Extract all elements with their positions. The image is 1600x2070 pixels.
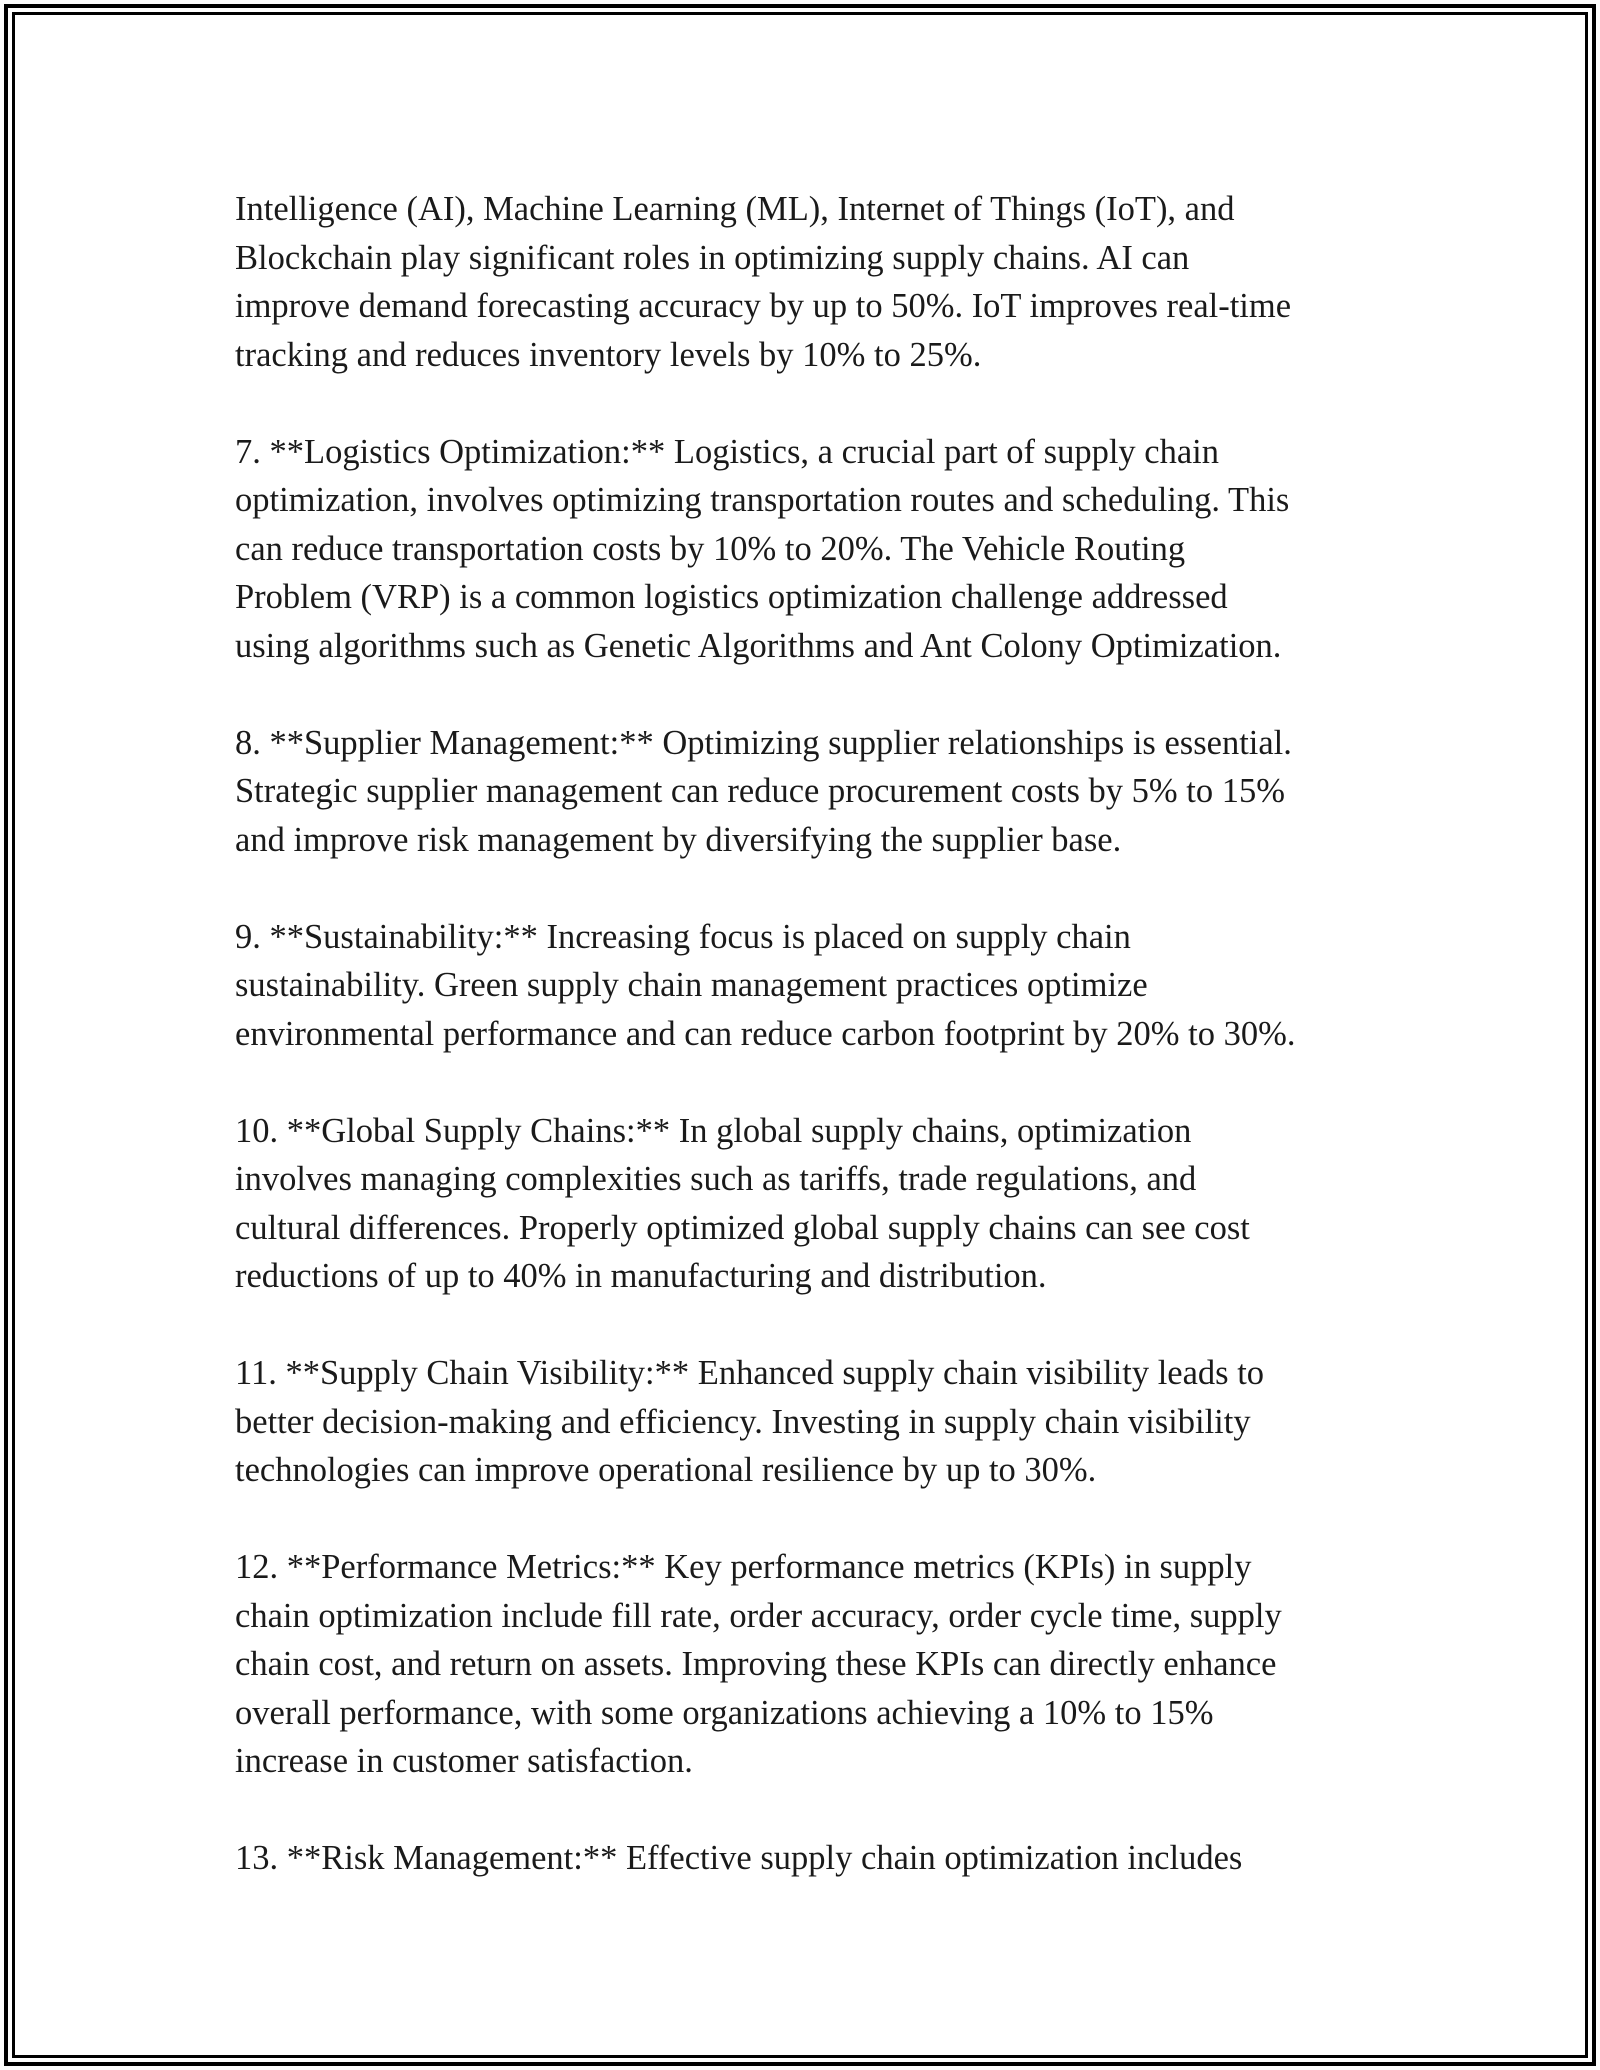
paragraph-supplier-management: 8. **Supplier Management:** Optimizing supplier relationships is essential. Strategic supplier management can reduce procurement costs by 5% to 15% and improve risk management by diversifying the supplier base. xyxy=(235,723,1292,859)
document-body xyxy=(235,185,1385,1883)
paragraph-sustainability: 9. **Sustainability:** Increasing focus is placed on supply chain sustainability. Green supply chain management practices optimize environmental performance and can reduce carbon footprint by 20% to 30%. xyxy=(235,917,1296,1053)
paragraph-performance-metrics: 12. **Performance Metrics:** Key performance metrics (KPIs) in supply chain optimization include fill rate, order accuracy, order cycle time, supply chain cost, and return on assets. Improving these KPIs can directly enhance overall performance, with some organizations achieving a 10% to 15% increase in customer satisfaction. xyxy=(235,1548,1282,1780)
paragraph-risk-management: 13. **Risk Management:** Effective supply chain optimization includes xyxy=(235,1839,1243,1877)
paragraph-supply-chain-visibility: 11. **Supply Chain Visibility:** Enhanced supply chain visibility leads to better decision-making and efficiency. Investing in supply chain visibility technologies can improve operational resilience by up to 30%. xyxy=(235,1354,1265,1489)
paragraph-global-supply-chains: 10. **Global Supply Chains:** In global supply chains, optimization involves managing complexities such as tariffs, trade regulations, and cultural differences. Properly optimized global supply chains can see cost reductions of up to 40% in manufacturing and distribution. xyxy=(235,1111,1250,1295)
paragraph-technology: Intelligence (AI), Machine Learning (ML), Internet of Things (IoT), and Blockchain play significant roles in optimizing supply chains. AI can improve demand forecasting accuracy by up to 50%. IoT improves real-time tracking and reduces inventory levels by 10% to 25%. xyxy=(235,190,1292,374)
paragraph-logistics-optimization: 7. **Logistics Optimization:** Logistics, a crucial part of supply chain optimization, involves optimizing transportation routes and scheduling. This can reduce transportation costs by 10% to 20%. The Vehicle Routing Problem (VRP) is a common logistics optimization challenge addressed using algorithms such as Genetic Algorithms and Ant Colony Optimization. xyxy=(235,432,1290,665)
